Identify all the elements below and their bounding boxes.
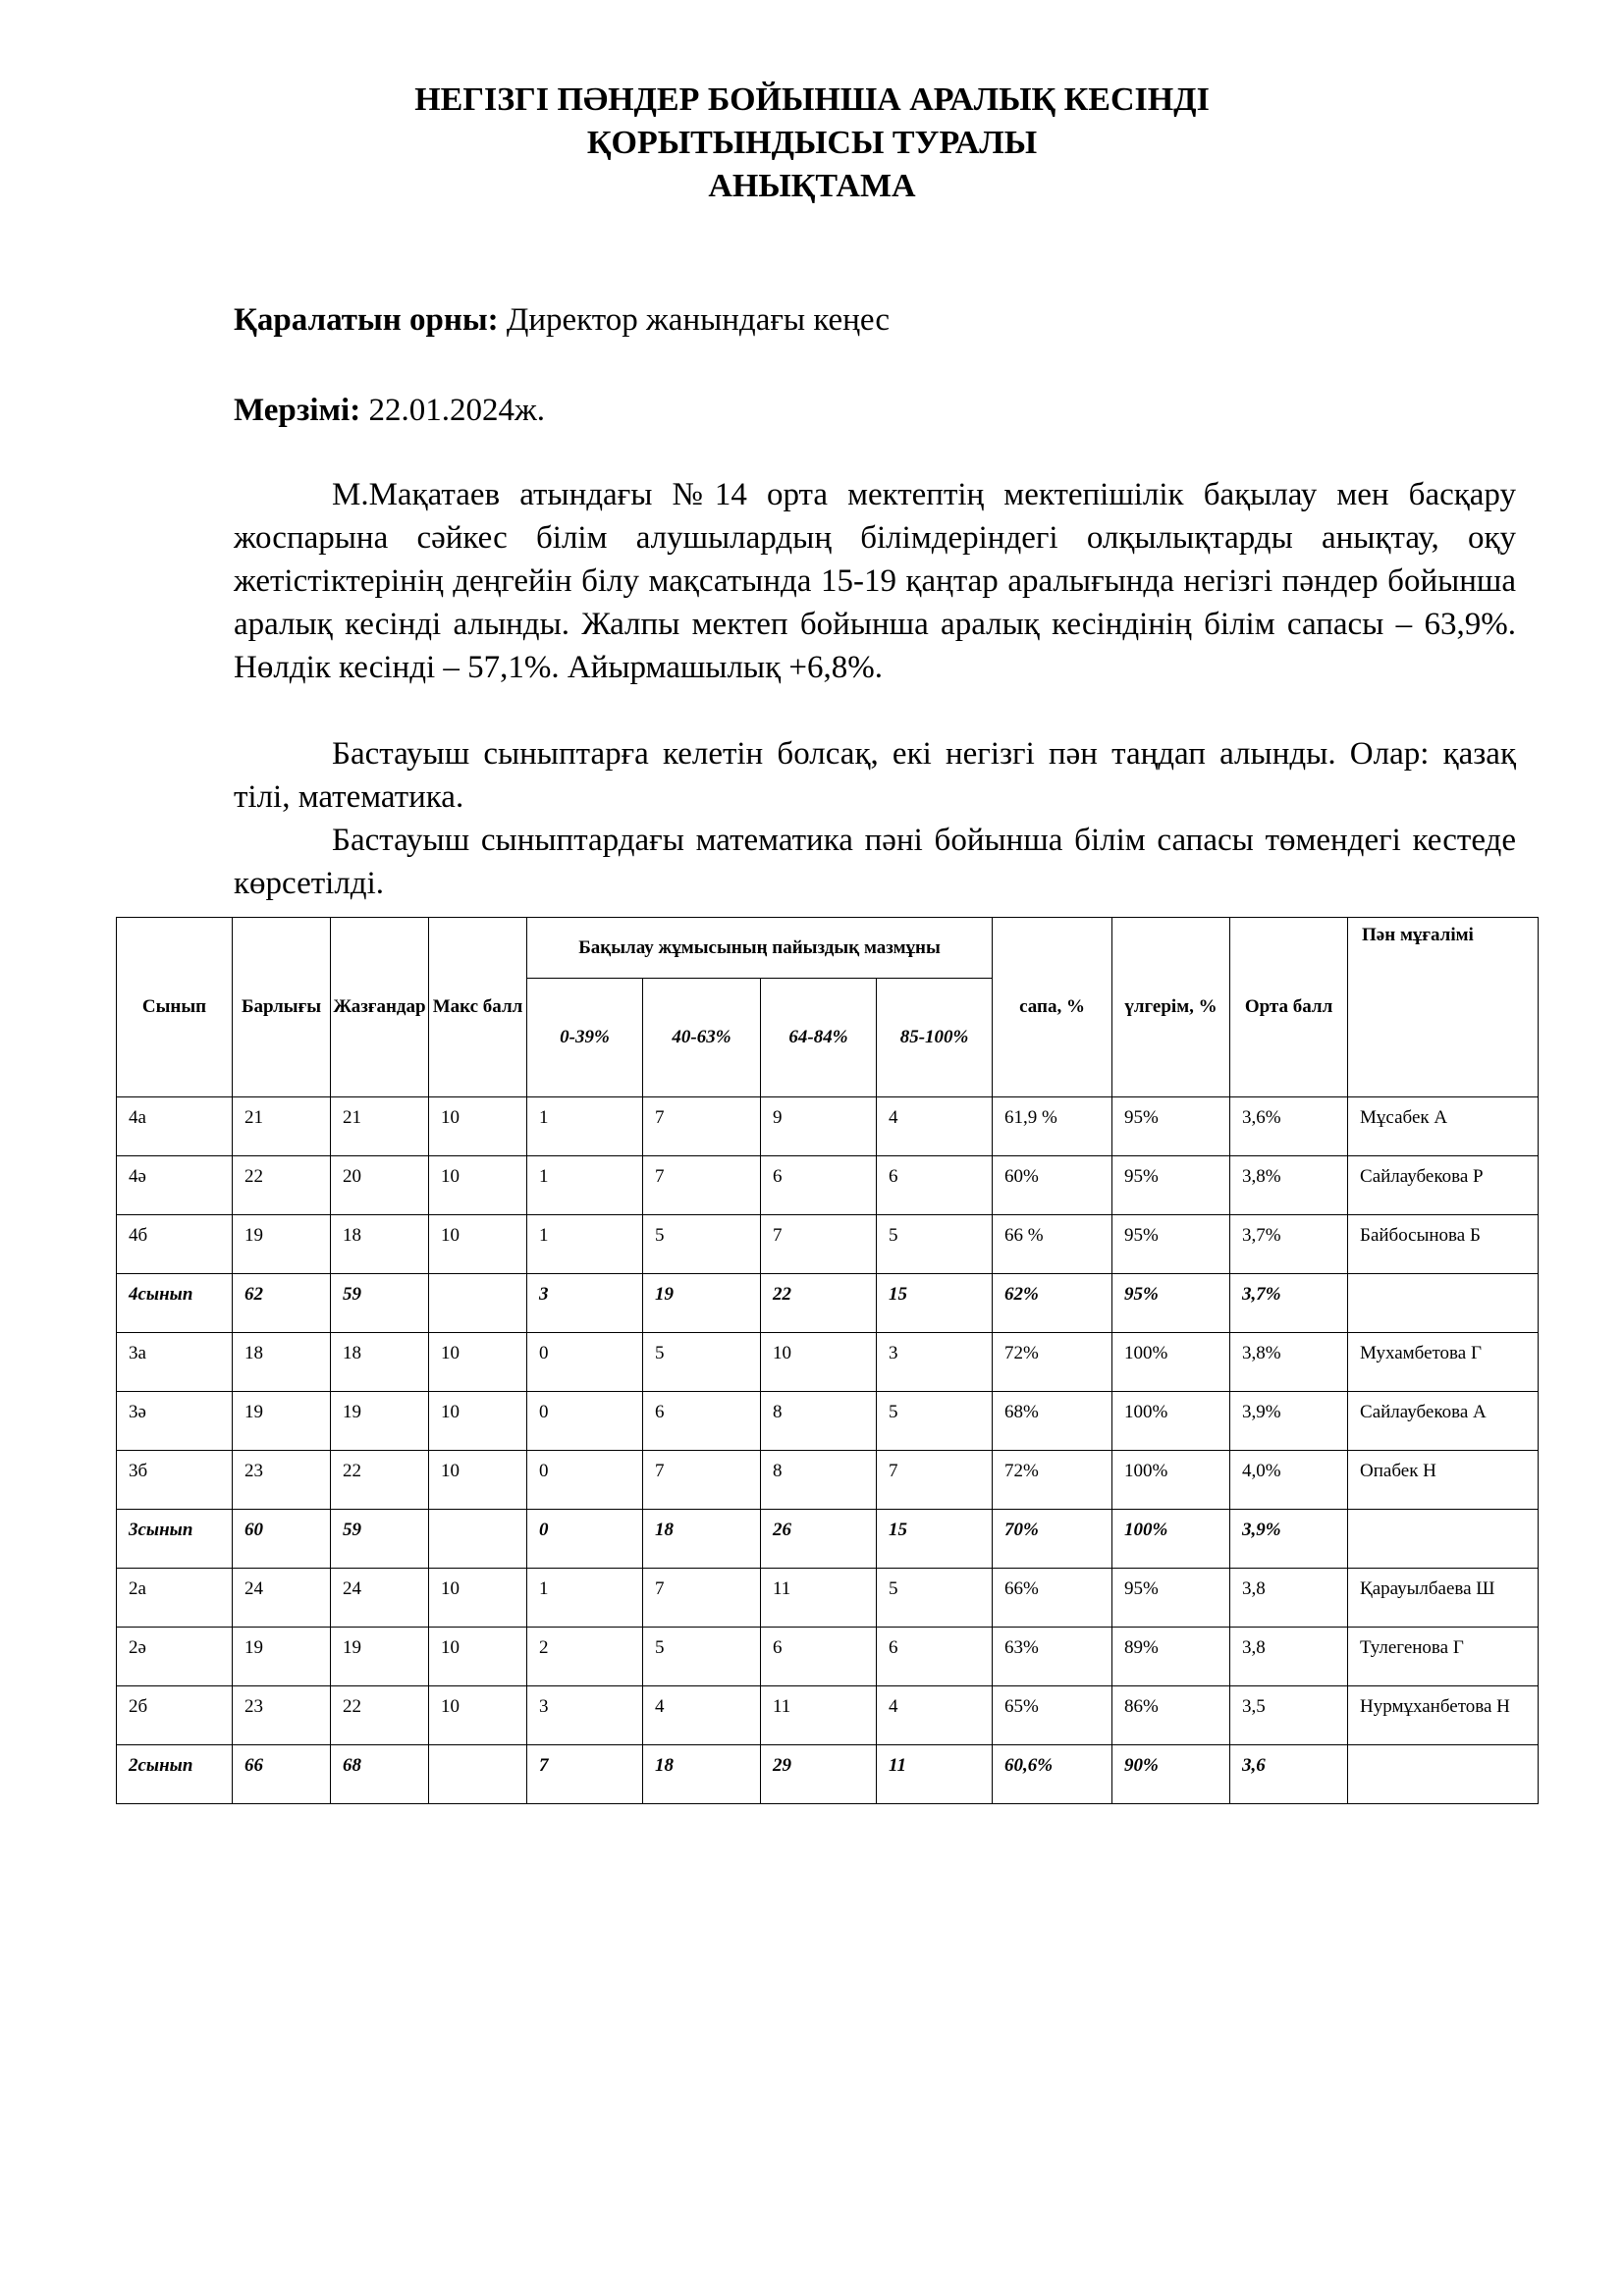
cell-quality: 63% — [993, 1628, 1112, 1686]
cell-teacher: Опабек Н — [1348, 1451, 1539, 1510]
cell-average: 3,9% — [1230, 1392, 1348, 1451]
meeting-place-value: Директор жанындағы кеңес — [506, 302, 890, 338]
cell-average: 3,8% — [1230, 1333, 1348, 1392]
cell-range-40-63: 5 — [643, 1215, 761, 1274]
cell-teacher: Нурмұханбетова Н — [1348, 1686, 1539, 1745]
cell-class: 3б — [117, 1451, 233, 1510]
cell-range-40-63: 7 — [643, 1569, 761, 1628]
cell-class: 4сынып — [117, 1274, 233, 1333]
cell-quality: 61,9 % — [993, 1097, 1112, 1156]
header-percent-group: Бақылау жұмысының пайыздық мазмұны — [527, 918, 993, 979]
cell-average: 3,5 — [1230, 1686, 1348, 1745]
cell-average: 3,6 — [1230, 1745, 1348, 1804]
cell-teacher — [1348, 1274, 1539, 1333]
cell-max-score — [429, 1745, 527, 1804]
table-row — [117, 1451, 1539, 1510]
cell-wrote: 19 — [331, 1392, 429, 1451]
header-total: Барлығы — [233, 918, 331, 1097]
cell-teacher: Қарауылбаева Ш — [1348, 1569, 1539, 1628]
cell-max-score: 10 — [429, 1333, 527, 1392]
cell-range-0-39: 3 — [527, 1686, 643, 1745]
header-range-64-84: 64-84% — [761, 979, 877, 1097]
table-row — [117, 1392, 1539, 1451]
cell-max-score — [429, 1510, 527, 1569]
title-line-2: ҚОРЫТЫНДЫСЫ ТУРАЛЫ — [586, 125, 1038, 161]
cell-wrote: 59 — [331, 1510, 429, 1569]
cell-quality: 60,6% — [993, 1745, 1112, 1804]
title-line-3: АНЫҚТАМА — [708, 168, 916, 204]
cell-range-64-84: 6 — [761, 1156, 877, 1215]
cell-total: 60 — [233, 1510, 331, 1569]
cell-range-85-100: 11 — [877, 1745, 993, 1804]
cell-quality: 66% — [993, 1569, 1112, 1628]
cell-success: 100% — [1112, 1451, 1230, 1510]
cell-teacher — [1348, 1745, 1539, 1804]
cell-range-40-63: 18 — [643, 1510, 761, 1569]
title-line-1: НЕГІЗГІ ПӘНДЕР БОЙЫНША АРАЛЫҚ КЕСІНДІ — [414, 81, 1210, 118]
cell-max-score: 10 — [429, 1392, 527, 1451]
table-total-row — [117, 1510, 1539, 1569]
cell-success: 100% — [1112, 1392, 1230, 1451]
cell-total: 23 — [233, 1451, 331, 1510]
cell-class: 2ә — [117, 1628, 233, 1686]
cell-class: 4б — [117, 1215, 233, 1274]
cell-wrote: 21 — [331, 1097, 429, 1156]
cell-range-64-84: 29 — [761, 1745, 877, 1804]
cell-wrote: 59 — [331, 1274, 429, 1333]
cell-range-0-39: 1 — [527, 1569, 643, 1628]
cell-range-85-100: 15 — [877, 1510, 993, 1569]
results-table-body — [117, 1097, 1539, 1804]
cell-quality: 66 % — [993, 1215, 1112, 1274]
cell-class: 3сынып — [117, 1510, 233, 1569]
cell-wrote: 19 — [331, 1628, 429, 1686]
cell-range-64-84: 6 — [761, 1628, 877, 1686]
table-row — [117, 1215, 1539, 1274]
cell-success: 95% — [1112, 1156, 1230, 1215]
meeting-place — [234, 302, 890, 339]
cell-total: 62 — [233, 1274, 331, 1333]
cell-total: 19 — [233, 1215, 331, 1274]
table-total-row — [117, 1274, 1539, 1333]
table-row — [117, 1628, 1539, 1686]
cell-teacher: Мұсабек А — [1348, 1097, 1539, 1156]
cell-range-64-84: 26 — [761, 1510, 877, 1569]
cell-success: 100% — [1112, 1333, 1230, 1392]
cell-range-64-84: 9 — [761, 1097, 877, 1156]
cell-class: 2а — [117, 1569, 233, 1628]
cell-range-0-39: 1 — [527, 1097, 643, 1156]
cell-teacher: Байбосынова Б — [1348, 1215, 1539, 1274]
cell-wrote: 22 — [331, 1686, 429, 1745]
cell-range-64-84: 8 — [761, 1451, 877, 1510]
cell-average: 3,8 — [1230, 1569, 1348, 1628]
cell-success: 95% — [1112, 1215, 1230, 1274]
cell-class: 2б — [117, 1686, 233, 1745]
cell-total: 24 — [233, 1569, 331, 1628]
meeting-date — [234, 393, 545, 429]
cell-wrote: 18 — [331, 1215, 429, 1274]
cell-success: 89% — [1112, 1628, 1230, 1686]
cell-range-85-100: 5 — [877, 1392, 993, 1451]
cell-quality: 72% — [993, 1451, 1112, 1510]
cell-range-85-100: 3 — [877, 1333, 993, 1392]
header-teacher: Пән мұғалімі — [1348, 918, 1539, 1097]
cell-range-0-39: 2 — [527, 1628, 643, 1686]
cell-range-85-100: 4 — [877, 1097, 993, 1156]
paragraph-table-caption: Бастауыш сыныптардағы математика пәні бойынша білім сапасы төмендегі кестеде көрсетілді. — [234, 823, 1516, 901]
header-quality: сапа, % — [993, 918, 1112, 1097]
cell-wrote: 18 — [331, 1333, 429, 1392]
cell-range-40-63: 6 — [643, 1392, 761, 1451]
cell-max-score: 10 — [429, 1569, 527, 1628]
cell-quality: 62% — [993, 1274, 1112, 1333]
cell-success: 95% — [1112, 1274, 1230, 1333]
cell-total: 21 — [233, 1097, 331, 1156]
paragraph-subjects: Бастауыш сыныптарға келетін болсақ, екі негізгі пән таңдап алынды. Олар: қазақ тілі, математика. — [234, 736, 1516, 815]
cell-class: 3ә — [117, 1392, 233, 1451]
cell-average: 3,7% — [1230, 1215, 1348, 1274]
cell-success: 95% — [1112, 1569, 1230, 1628]
cell-average: 4,0% — [1230, 1451, 1348, 1510]
cell-range-40-63: 19 — [643, 1274, 761, 1333]
cell-range-85-100: 6 — [877, 1156, 993, 1215]
cell-total: 66 — [233, 1745, 331, 1804]
cell-max-score: 10 — [429, 1451, 527, 1510]
cell-range-85-100: 15 — [877, 1274, 993, 1333]
cell-range-40-63: 7 — [643, 1156, 761, 1215]
cell-teacher: Мухамбетова Г — [1348, 1333, 1539, 1392]
table-row — [117, 1097, 1539, 1156]
cell-teacher: Сайлаубекова А — [1348, 1392, 1539, 1451]
cell-success: 86% — [1112, 1686, 1230, 1745]
cell-range-85-100: 4 — [877, 1686, 993, 1745]
cell-class: 4ә — [117, 1156, 233, 1215]
cell-max-score: 10 — [429, 1097, 527, 1156]
header-success: үлгерім, % — [1112, 918, 1230, 1097]
meeting-place-label: Қаралатын орны: — [234, 302, 499, 338]
cell-range-40-63: 5 — [643, 1333, 761, 1392]
cell-range-85-100: 5 — [877, 1215, 993, 1274]
cell-range-40-63: 4 — [643, 1686, 761, 1745]
cell-range-64-84: 7 — [761, 1215, 877, 1274]
cell-range-64-84: 8 — [761, 1392, 877, 1451]
cell-total: 23 — [233, 1686, 331, 1745]
table-row — [117, 1333, 1539, 1392]
table-total-row — [117, 1745, 1539, 1804]
meeting-date-value: 22.01.2024ж. — [368, 393, 545, 428]
cell-range-0-39: 0 — [527, 1451, 643, 1510]
cell-range-0-39: 0 — [527, 1333, 643, 1392]
cell-range-64-84: 11 — [761, 1686, 877, 1745]
cell-teacher: Тулегенова Г — [1348, 1628, 1539, 1686]
cell-quality: 65% — [993, 1686, 1112, 1745]
cell-range-40-63: 18 — [643, 1745, 761, 1804]
cell-success: 90% — [1112, 1745, 1230, 1804]
cell-max-score: 10 — [429, 1156, 527, 1215]
cell-average: 3,7% — [1230, 1274, 1348, 1333]
cell-total: 19 — [233, 1392, 331, 1451]
cell-success: 100% — [1112, 1510, 1230, 1569]
cell-quality: 72% — [993, 1333, 1112, 1392]
cell-range-85-100: 5 — [877, 1569, 993, 1628]
cell-range-0-39: 3 — [527, 1274, 643, 1333]
table-row — [117, 1156, 1539, 1215]
cell-range-0-39: 1 — [527, 1156, 643, 1215]
cell-average: 3,8 — [1230, 1628, 1348, 1686]
cell-max-score: 10 — [429, 1628, 527, 1686]
cell-range-64-84: 11 — [761, 1569, 877, 1628]
cell-class: 3а — [117, 1333, 233, 1392]
cell-total: 18 — [233, 1333, 331, 1392]
cell-max-score: 10 — [429, 1215, 527, 1274]
cell-average: 3,9% — [1230, 1510, 1348, 1569]
cell-range-0-39: 7 — [527, 1745, 643, 1804]
cell-total: 19 — [233, 1628, 331, 1686]
header-range-85-100: 85-100% — [877, 979, 993, 1097]
cell-quality: 60% — [993, 1156, 1112, 1215]
cell-class: 4а — [117, 1097, 233, 1156]
cell-quality: 70% — [993, 1510, 1112, 1569]
cell-class: 2сынып — [117, 1745, 233, 1804]
cell-max-score: 10 — [429, 1686, 527, 1745]
table-row — [117, 1686, 1539, 1745]
header-max-score: Макс балл — [429, 918, 527, 1097]
cell-teacher — [1348, 1510, 1539, 1569]
header-class: Сынып — [117, 918, 233, 1097]
header-wrote: Жазғандар — [331, 918, 429, 1097]
document-title — [0, 79, 1624, 208]
cell-range-0-39: 0 — [527, 1510, 643, 1569]
cell-range-40-63: 7 — [643, 1451, 761, 1510]
cell-max-score — [429, 1274, 527, 1333]
cell-wrote: 20 — [331, 1156, 429, 1215]
cell-wrote: 68 — [331, 1745, 429, 1804]
cell-range-85-100: 7 — [877, 1451, 993, 1510]
cell-range-0-39: 1 — [527, 1215, 643, 1274]
cell-range-40-63: 7 — [643, 1097, 761, 1156]
cell-wrote: 22 — [331, 1451, 429, 1510]
cell-wrote: 24 — [331, 1569, 429, 1628]
meeting-date-label: Мерзімі: — [234, 393, 361, 428]
cell-range-0-39: 0 — [527, 1392, 643, 1451]
cell-teacher: Сайлаубекова Р — [1348, 1156, 1539, 1215]
cell-range-40-63: 5 — [643, 1628, 761, 1686]
table-row — [117, 1569, 1539, 1628]
cell-range-64-84: 10 — [761, 1333, 877, 1392]
cell-quality: 68% — [993, 1392, 1112, 1451]
cell-success: 95% — [1112, 1097, 1230, 1156]
cell-range-85-100: 6 — [877, 1628, 993, 1686]
cell-average: 3,6% — [1230, 1097, 1348, 1156]
cell-range-64-84: 22 — [761, 1274, 877, 1333]
cell-total: 22 — [233, 1156, 331, 1215]
paragraph-intro: М.Мақатаев атындағы №14 орта мектептің мектепішілік бақылау мен басқару жоспарына сәйкес білім алушылардың білімдеріндегі олқылықтарды анықтау, оқу жетістіктерінің деңгейін білу мақсатында 15-19 қаңтар аралығында негізгі пәндер бойынша аралық кесінді алынды. Жалпы мектеп бойынша аралық кесіндінің білім сапасы – 63,9%. Нөлдік кесінді – 57,1%. Айырмашылық +6,8%. — [234, 477, 1516, 685]
header-range-0-39: 0-39% — [527, 979, 643, 1097]
cell-average: 3,8% — [1230, 1156, 1348, 1215]
header-range-40-63: 40-63% — [643, 979, 761, 1097]
header-average: Орта балл — [1230, 918, 1348, 1097]
results-table — [116, 917, 1539, 1804]
